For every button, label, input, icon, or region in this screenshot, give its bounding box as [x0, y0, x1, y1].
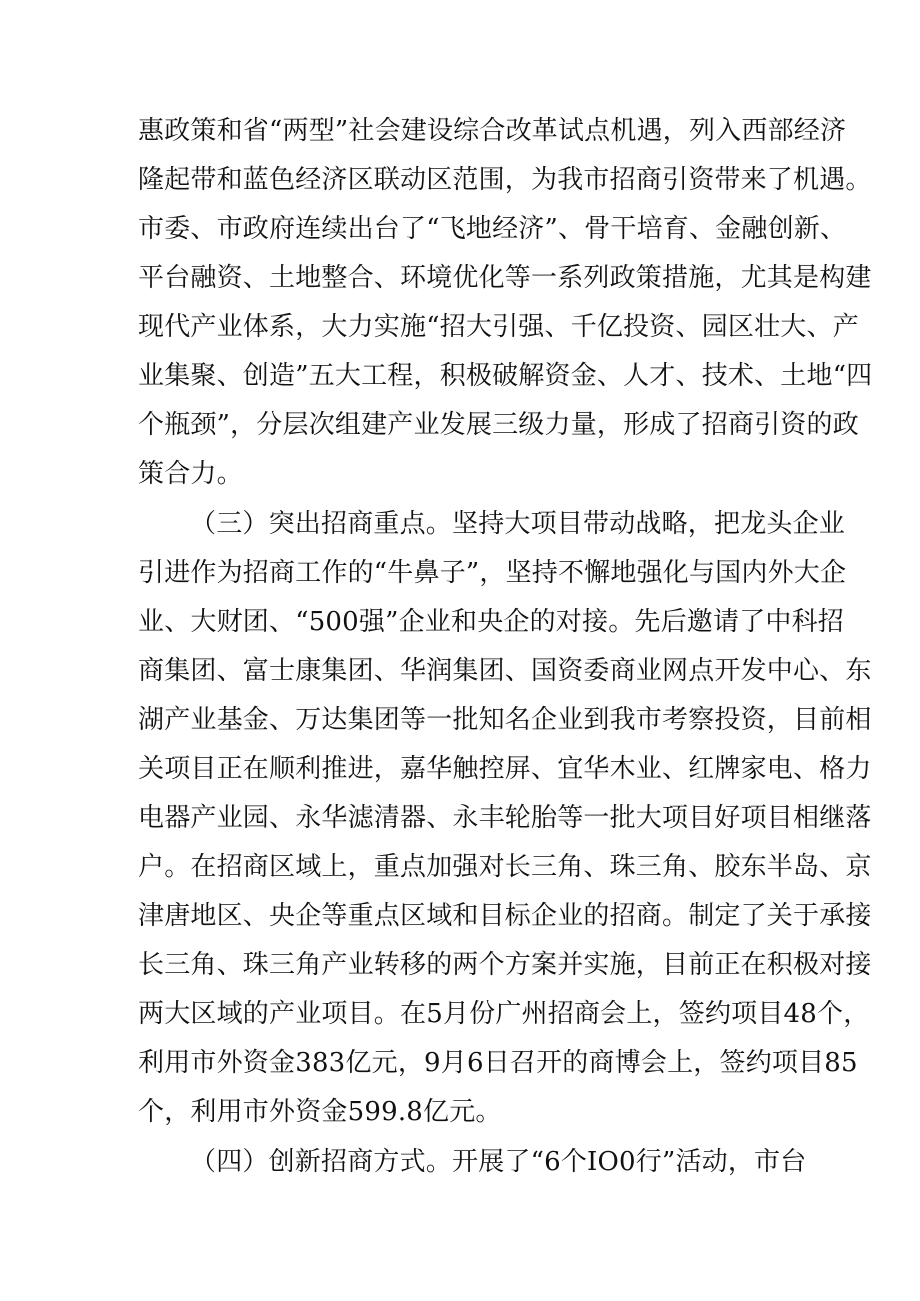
body-text-line: 业集聚、创造”五大工程，积极破解资金、人才、技术、土地“四: [138, 361, 873, 391]
body-text-line: 利用市外资金383亿元，9月6日召开的商博会上，签约项目85: [138, 1048, 858, 1078]
body-text-line: 引进作为招商工作的“牛鼻子”，坚持不懈地强化与国内外大企: [138, 558, 847, 588]
body-text-line: 策合力。: [138, 459, 243, 489]
body-text-line: 惠政策和省“两型”社会建设综合改革试点机遇，列入西部经济: [138, 116, 847, 146]
body-text-line: 平台融资、土地整合、环境优化等一系列政策措施，尤其是构建: [138, 263, 872, 293]
body-text-line: 长三角、珠三角产业转移的两个方案并实施，目前正在积极对接: [138, 950, 872, 980]
body-text-line: 现代产业体系，大力实施“招大引强、千亿投资、园区壮大、产: [138, 312, 859, 342]
body-text-line: 个瓶颈”，分层次组建产业发展三级力量，形成了招商引资的政: [138, 410, 859, 440]
body-text-line: 津唐地区、央企等重点区域和目标企业的招商。制定了关于承接: [138, 901, 872, 931]
body-text-line: 关项目正在顺利推进，嘉华触控屏、宜华木业、红牌家电、格力: [138, 754, 872, 784]
body-text-line: 电器产业园、永华滤清器、永丰轮胎等一批大项目好项目相继落: [138, 803, 872, 833]
body-text-line: 户。在招商区域上，重点加强对长三角、珠三角、胶东半岛、京: [138, 852, 872, 882]
section-heading-line: （四）创新招商方式。开展了“6个IO0行”活动，市台: [190, 1147, 807, 1177]
body-text-line: 个，利用市外资金599.8亿元。: [138, 1097, 502, 1127]
body-text-line: 市委、市政府连续出台了“飞地经济”、骨干培育、金融创新、: [138, 214, 847, 244]
body-text-line: 两大区域的产业项目。在5月份广州招商会上，签约项目48个，: [138, 999, 870, 1029]
body-text-line: 隆起带和蓝色经济区联动区范围，为我市招商引资带来了机遇。: [138, 165, 872, 195]
body-text-line: 业、大财团、“500强”企业和央企的对接。先后邀请了中科招: [138, 607, 845, 637]
section-heading-line: （三）突出招商重点。坚持大项目带动战略，把龙头企业: [190, 509, 846, 539]
body-text-line: 商集团、富士康集团、华润集团、国资委商业网点开发中心、东: [138, 656, 872, 686]
body-text-line: 湖产业基金、万达集团等一批知名企业到我市考察投资，目前相: [138, 705, 872, 735]
